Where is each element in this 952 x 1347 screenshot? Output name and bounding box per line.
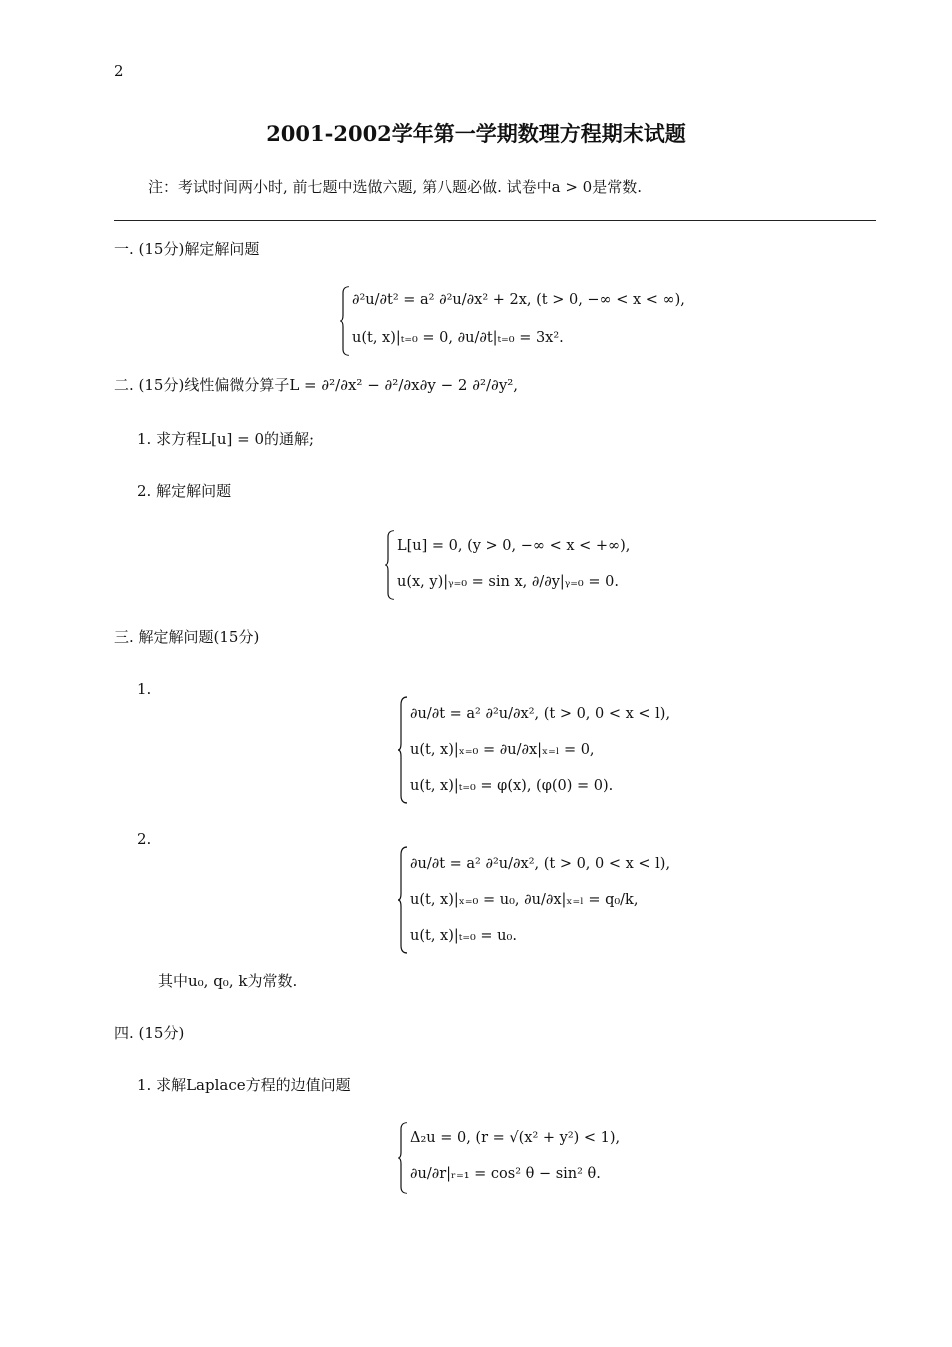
equation-line: u(t, x)|ₜ₌₀ = u₀. <box>410 928 517 944</box>
equation-line: ∂²u/∂t² = a² ∂²u/∂x² + 2x, (t > 0, −∞ < x < ∞), <box>352 292 685 308</box>
left-brace <box>340 286 350 356</box>
exam-note: 注：考试时间两小时, 前七题中选做六题, 第八题必做. 试卷中a > 0是常数. <box>148 178 642 196</box>
equation-line: u(x, y)|ᵧ₌₀ = sin x, ∂/∂y|ᵧ₌₀ = 0. <box>397 574 619 590</box>
equation-line: u(t, x)|ₓ₌₀ = u₀, ∂u/∂x|ₓ₌ₗ = q₀/k, <box>410 892 639 908</box>
section-2-equation-system <box>385 530 665 600</box>
equation-line: ∂u/∂r|ᵣ₌₁ = cos² θ − sin² θ. <box>410 1166 601 1182</box>
section-2-item-1: 1. 求方程L[u] = 0的通解; <box>137 430 315 448</box>
page-number: 2 <box>114 62 124 80</box>
equation-line: u(t, x)|ₜ₌₀ = 0, ∂u/∂t|ₜ₌₀ = 3x². <box>352 330 564 346</box>
section-3-item-1: 1. <box>137 680 152 698</box>
section-3-item-2: 2. <box>137 830 152 848</box>
section-4-equation-system <box>398 1122 678 1194</box>
equation-line: ∂u/∂t = a² ∂²u/∂x², (t > 0, 0 < x < l), <box>410 706 671 722</box>
page-title: 2001-2002学年第一学期数理方程期末试题 <box>266 121 686 146</box>
section-3-constants-note: 其中u₀, q₀, k为常数. <box>158 972 298 990</box>
section-2-item-2: 2. 解定解问题 <box>137 482 232 500</box>
section-4-heading: 四. (15分) <box>114 1024 185 1042</box>
left-brace <box>398 696 408 804</box>
equation-line: L[u] = 0, (y > 0, −∞ < x < +∞), <box>397 538 631 554</box>
section-3-heading: 三. 解定解问题(15分) <box>114 628 260 646</box>
section-1-heading: 一. (15分)解定解问题 <box>114 240 260 258</box>
left-brace <box>398 1122 408 1194</box>
equation-line: ∂u/∂t = a² ∂²u/∂x², (t > 0, 0 < x < l), <box>410 856 671 872</box>
left-brace <box>398 846 408 954</box>
equation-line: u(t, x)|ₓ₌₀ = ∂u/∂x|ₓ₌ₗ = 0, <box>410 742 595 758</box>
section-3-equation-system-1 <box>398 696 671 804</box>
section-2-heading: 二. (15分)线性偏微分算子L = ∂²/∂x² − ∂²/∂x∂y − 2 ∂²/∂y², <box>114 376 519 394</box>
section-1-equation-system <box>340 286 685 356</box>
section-4-item-1: 1. 求解Laplace方程的边值问题 <box>137 1076 351 1094</box>
equation-line: Δ₂u = 0, (r = √(x² + y²) < 1), <box>410 1130 621 1146</box>
section-3-equation-system-2 <box>398 846 671 954</box>
left-brace <box>385 530 395 600</box>
header-divider <box>114 220 876 221</box>
equation-line: u(t, x)|ₜ₌₀ = φ(x), (φ(0) = 0). <box>410 778 614 794</box>
